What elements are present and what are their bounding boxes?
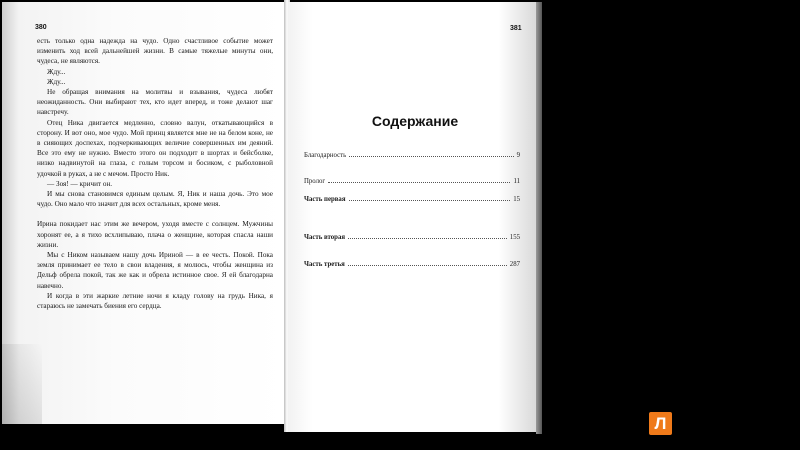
toc-entry-label: Часть третья xyxy=(304,261,345,268)
toc-leader-dots xyxy=(348,259,507,266)
toc-entry-page: 15 xyxy=(513,196,520,203)
toc-entry-label: Часть первая xyxy=(304,196,346,203)
paragraph: Не обращая внимания на молитвы и взывания, чудеса любят неожиданность. Они выбирают тех, кто идет вперед, и тоже делают шаг навстречу. xyxy=(37,88,273,117)
paragraph: Жду... xyxy=(47,77,66,86)
contents-title: Содержание xyxy=(371,113,459,129)
toc-entry-page: 11 xyxy=(513,178,520,185)
paragraph-gap xyxy=(37,209,273,219)
toc-leader-dots xyxy=(349,194,511,201)
toc-entry-label: Пролог xyxy=(304,178,326,185)
right-page-number: 381 xyxy=(510,25,522,32)
toc-entry xyxy=(304,232,520,241)
paragraph: Ирина покидает нас этим же вечером, уходя вместе с солнцем. Мужчины хоронят ее, а я тихо всхлипываю, плача о женщине, которая спасла наши жизни. xyxy=(37,220,273,249)
toc-entry-page: 287 xyxy=(509,261,520,268)
toc-entry-page: 155 xyxy=(509,234,520,241)
toc-entry-page: 9 xyxy=(516,152,520,159)
paragraph: есть только одна надежда на чудо. Одно счастливое событие может изменить ход всей дальнейшей жизни. В самые тяжелые минуты они, чудеса, не являются. xyxy=(37,37,273,66)
toc-entry-label: Благодарность xyxy=(304,152,347,159)
toc-entry xyxy=(304,259,520,268)
paragraph: Отец Ника двигается медленно, словно валун, откатывающийся в сторону. И вот оно, мое чудо. Мой принц является мне не на белом коне, не в сияющих доспехах, подчеркивающих величие совершенных им деяний. Все это ему не нужно. Вместо этого он подходит в шортах и бейсболке, низко надвинутой на глаза, с голым торсом и босиком, с рыболовной удочкой в руках, а не с мечом. Просто Ник. xyxy=(37,118,273,178)
labirint-logo-icon: Л xyxy=(649,412,672,435)
left-page-number: 380 xyxy=(35,24,47,31)
paragraph: — Зоя! — кричит он. xyxy=(47,179,113,188)
paragraph: И мы снова становимся единым целым. Я, Ник и наша дочь. Это мое чудо. Оно мало что значит для всех остальных, кроме меня. xyxy=(37,190,273,209)
paragraph: Жду... xyxy=(47,67,66,76)
toc-entry xyxy=(304,194,520,203)
right-page xyxy=(288,2,536,432)
toc-entry-label: Часть вторая xyxy=(304,234,346,241)
page-edge-shadow xyxy=(536,2,542,434)
toc-leader-dots xyxy=(348,232,507,239)
left-page-text xyxy=(37,36,273,311)
paragraph: И когда в эти жаркие летние ночи я кладу голову на грудь Ника, я стараюсь не замечать биения его сердца. xyxy=(37,291,273,311)
toc-entry xyxy=(304,150,520,159)
paragraph: Мы с Ником называем нашу дочь Ириной — в ее честь. Покой. Пока земля принимает ее тело в свои владения, я молюсь, чтобы женщина из Дельф обрела покой, так же как и обрела истинное свое. Я ей благодарна навечно. xyxy=(37,251,273,290)
toc-leader-dots xyxy=(349,150,513,157)
toc-entry xyxy=(304,176,520,185)
toc-leader-dots xyxy=(328,176,510,183)
